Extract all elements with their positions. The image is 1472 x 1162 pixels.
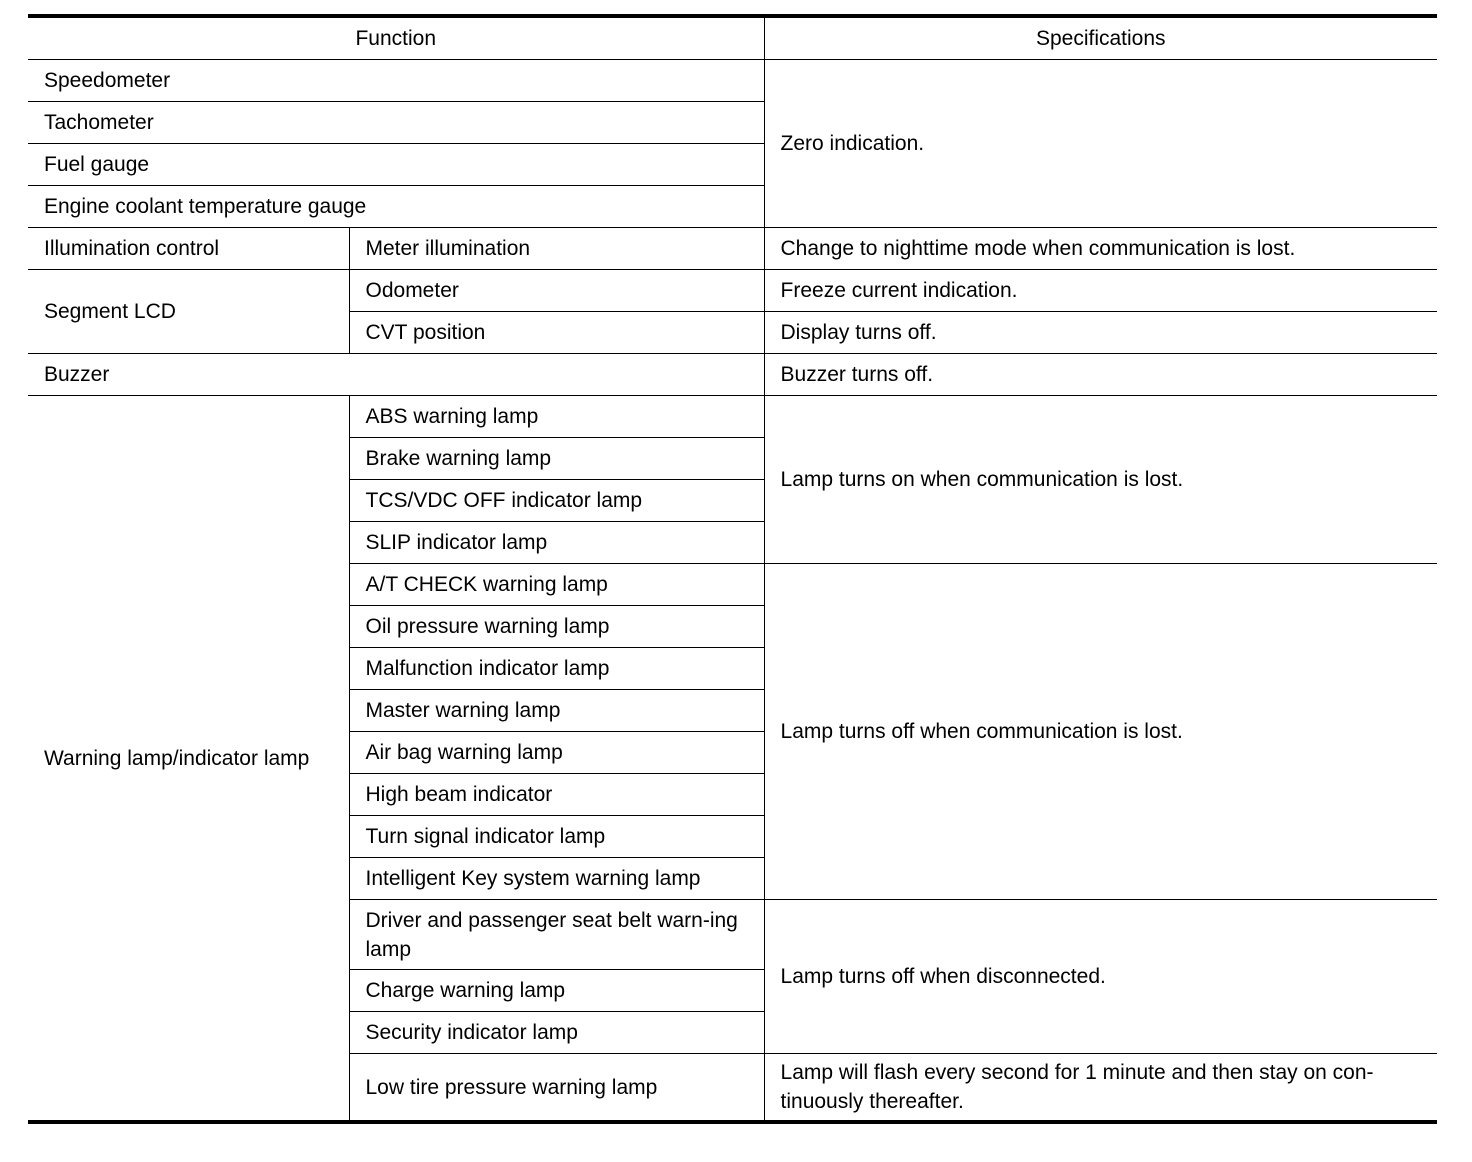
header-function: Function <box>28 16 764 60</box>
item-intelligent-key-lamp: Intelligent Key system warning lamp <box>349 858 764 900</box>
function-tachometer: Tachometer <box>28 102 764 144</box>
function-fuel-gauge: Fuel gauge <box>28 144 764 186</box>
spec-cvt-position: Display turns off. <box>764 312 1437 354</box>
item-cvt-position: CVT position <box>349 312 764 354</box>
item-at-check-lamp: A/T CHECK warning lamp <box>349 564 764 606</box>
spec-group4: Lamp will flash every second for 1 minute and then stay on con-tinuously thereafter. <box>764 1054 1437 1123</box>
item-abs-warning-lamp: ABS warning lamp <box>349 396 764 438</box>
item-odometer: Odometer <box>349 270 764 312</box>
item-seat-belt-lamp: Driver and passenger seat belt warn-ing lamp <box>349 900 764 970</box>
item-brake-warning-lamp: Brake warning lamp <box>349 438 764 480</box>
item-air-bag-lamp: Air bag warning lamp <box>349 732 764 774</box>
item-high-beam-indicator: High beam indicator <box>349 774 764 816</box>
spec-odometer: Freeze current indication. <box>764 270 1437 312</box>
item-low-tire-pressure-lamp: Low tire pressure warning lamp <box>349 1054 764 1123</box>
table-row <box>28 354 1437 396</box>
function-illumination-control: Illumination control <box>28 228 349 270</box>
function-buzzer: Buzzer <box>28 354 764 396</box>
item-tcs-vdc-off-lamp: TCS/VDC OFF indicator lamp <box>349 480 764 522</box>
header-row <box>28 16 1437 60</box>
function-segment-lcd: Segment LCD <box>28 270 349 354</box>
table-row <box>28 60 1437 102</box>
spec-gauges: Zero indication. <box>764 60 1437 228</box>
item-malfunction-lamp: Malfunction indicator lamp <box>349 648 764 690</box>
item-turn-signal-lamp: Turn signal indicator lamp <box>349 816 764 858</box>
spec-illumination: Change to nighttime mode when communication is lost. <box>764 228 1437 270</box>
fail-safe-table <box>28 14 1437 1124</box>
table-row <box>28 270 1437 312</box>
header-specifications: Specifications <box>764 16 1437 60</box>
function-engine-coolant-gauge: Engine coolant temperature gauge <box>28 186 764 228</box>
item-charge-lamp: Charge warning lamp <box>349 970 764 1012</box>
item-oil-pressure-lamp: Oil pressure warning lamp <box>349 606 764 648</box>
spec-group1: Lamp turns on when communication is lost. <box>764 396 1437 564</box>
item-master-warning-lamp: Master warning lamp <box>349 690 764 732</box>
spec-group2: Lamp turns off when communication is lost. <box>764 564 1437 900</box>
table-row <box>28 228 1437 270</box>
item-slip-indicator-lamp: SLIP indicator lamp <box>349 522 764 564</box>
function-speedometer: Speedometer <box>28 60 764 102</box>
item-meter-illumination: Meter illumination <box>349 228 764 270</box>
function-warning-lamp: Warning lamp/indicator lamp <box>28 396 349 1123</box>
spec-buzzer: Buzzer turns off. <box>764 354 1437 396</box>
item-security-lamp: Security indicator lamp <box>349 1012 764 1054</box>
table-row <box>28 396 1437 438</box>
spec-group3: Lamp turns off when disconnected. <box>764 900 1437 1054</box>
